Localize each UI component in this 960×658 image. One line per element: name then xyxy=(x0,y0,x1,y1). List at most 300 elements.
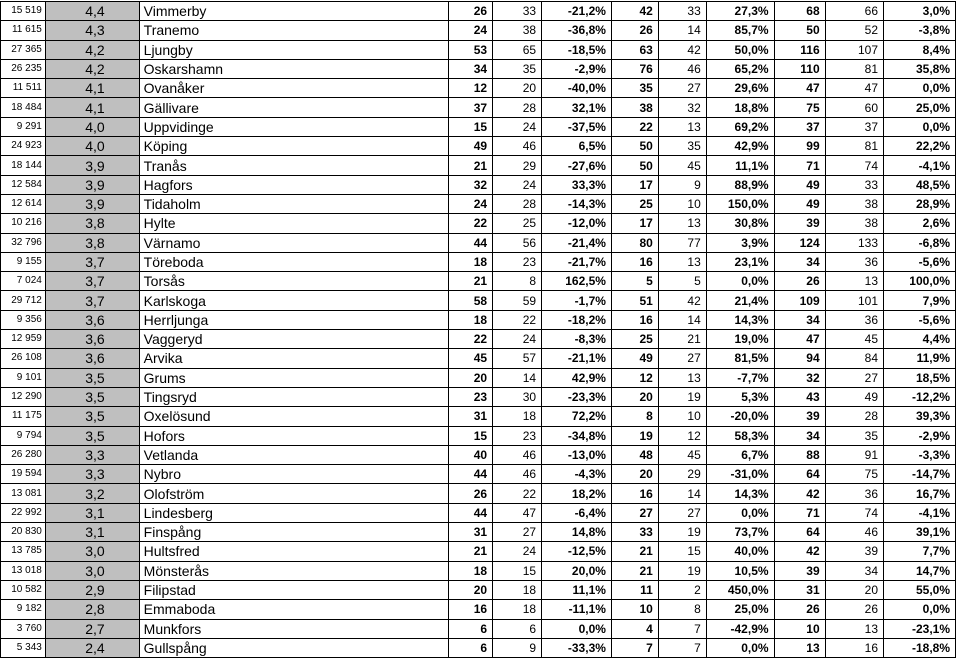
population-cell: 26 108 xyxy=(1,349,46,368)
score-cell: 4,3 xyxy=(45,21,139,40)
value-a-current-cell: 23 xyxy=(449,387,493,406)
table-row xyxy=(1,21,956,40)
value-a-current-cell: 6 xyxy=(449,619,493,638)
value-b-current-cell: 35 xyxy=(611,79,658,98)
value-b-change-cell: 81,5% xyxy=(706,349,774,368)
value-a-current-cell: 12 xyxy=(449,79,493,98)
value-b-current-cell: 16 xyxy=(611,252,658,271)
value-a-change-cell: -40,0% xyxy=(542,79,612,98)
value-a-current-cell: 21 xyxy=(449,542,493,561)
total-change-cell: 16,7% xyxy=(884,484,956,503)
value-b-previous-cell: 10 xyxy=(658,407,706,426)
value-a-previous-cell: 23 xyxy=(493,426,542,445)
value-a-change-cell: -1,7% xyxy=(542,291,612,310)
value-b-previous-cell: 19 xyxy=(658,561,706,580)
value-a-change-cell: -37,5% xyxy=(542,117,612,136)
table-row xyxy=(1,503,956,522)
municipality-name-cell: Hofors xyxy=(139,426,449,445)
value-a-change-cell: 6,5% xyxy=(542,137,612,156)
population-cell: 9 291 xyxy=(1,117,46,136)
value-b-current-cell: 20 xyxy=(611,387,658,406)
municipality-name-cell: Hagfors xyxy=(139,175,449,194)
total-previous-cell: 133 xyxy=(825,233,883,252)
value-a-current-cell: 32 xyxy=(449,175,493,194)
value-a-current-cell: 18 xyxy=(449,561,493,580)
population-cell: 12 290 xyxy=(1,387,46,406)
value-b-change-cell: 40,0% xyxy=(706,542,774,561)
total-current-cell: 116 xyxy=(774,40,825,59)
value-a-current-cell: 22 xyxy=(449,330,493,349)
value-b-change-cell: 14,3% xyxy=(706,310,774,329)
value-a-previous-cell: 35 xyxy=(493,59,542,78)
value-a-current-cell: 49 xyxy=(449,137,493,156)
score-cell: 4,2 xyxy=(45,59,139,78)
value-a-current-cell: 20 xyxy=(449,580,493,599)
total-change-cell: 22,2% xyxy=(884,137,956,156)
value-b-change-cell: 14,3% xyxy=(706,484,774,503)
total-previous-cell: 13 xyxy=(825,272,883,291)
municipality-name-cell: Köping xyxy=(139,137,449,156)
total-change-cell: 0,0% xyxy=(884,79,956,98)
value-a-current-cell: 24 xyxy=(449,194,493,213)
population-cell: 27 365 xyxy=(1,40,46,59)
value-a-change-cell: 72,2% xyxy=(542,407,612,426)
municipality-name-cell: Emmaboda xyxy=(139,600,449,619)
total-current-cell: 47 xyxy=(774,79,825,98)
value-a-change-cell: 11,1% xyxy=(542,580,612,599)
total-current-cell: 71 xyxy=(774,156,825,175)
total-previous-cell: 81 xyxy=(825,137,883,156)
total-change-cell: -3,3% xyxy=(884,445,956,464)
municipality-name-cell: Filipstad xyxy=(139,580,449,599)
value-b-change-cell: 3,9% xyxy=(706,233,774,252)
value-b-current-cell: 17 xyxy=(611,214,658,233)
value-a-previous-cell: 18 xyxy=(493,580,542,599)
value-b-change-cell: 5,3% xyxy=(706,387,774,406)
value-b-change-cell: -42,9% xyxy=(706,619,774,638)
value-a-current-cell: 58 xyxy=(449,291,493,310)
total-change-cell: -14,7% xyxy=(884,465,956,484)
value-b-current-cell: 5 xyxy=(611,272,658,291)
value-b-change-cell: 42,9% xyxy=(706,137,774,156)
value-a-change-cell: -12,0% xyxy=(542,214,612,233)
total-previous-cell: 66 xyxy=(825,2,883,21)
total-current-cell: 88 xyxy=(774,445,825,464)
value-b-current-cell: 50 xyxy=(611,156,658,175)
value-a-change-cell: -23,3% xyxy=(542,387,612,406)
value-a-change-cell: -8,3% xyxy=(542,330,612,349)
value-b-previous-cell: 14 xyxy=(658,484,706,503)
value-a-previous-cell: 46 xyxy=(493,137,542,156)
value-a-previous-cell: 38 xyxy=(493,21,542,40)
total-previous-cell: 20 xyxy=(825,580,883,599)
total-current-cell: 49 xyxy=(774,194,825,213)
table-row xyxy=(1,445,956,464)
value-b-current-cell: 42 xyxy=(611,2,658,21)
value-b-previous-cell: 12 xyxy=(658,426,706,445)
total-change-cell: 55,0% xyxy=(884,580,956,599)
value-b-change-cell: 10,5% xyxy=(706,561,774,580)
value-b-change-cell: -31,0% xyxy=(706,465,774,484)
municipality-name-cell: Olofström xyxy=(139,484,449,503)
total-change-cell: -5,6% xyxy=(884,252,956,271)
score-cell: 3,7 xyxy=(45,252,139,271)
value-a-current-cell: 44 xyxy=(449,503,493,522)
total-change-cell: 100,0% xyxy=(884,272,956,291)
value-b-change-cell: 11,1% xyxy=(706,156,774,175)
total-previous-cell: 52 xyxy=(825,21,883,40)
value-a-change-cell: -2,9% xyxy=(542,59,612,78)
total-previous-cell: 26 xyxy=(825,600,883,619)
value-b-current-cell: 25 xyxy=(611,194,658,213)
value-b-change-cell: 29,6% xyxy=(706,79,774,98)
total-current-cell: 94 xyxy=(774,349,825,368)
total-change-cell: 28,9% xyxy=(884,194,956,213)
municipality-name-cell: Tingsryd xyxy=(139,387,449,406)
total-previous-cell: 38 xyxy=(825,214,883,233)
value-a-previous-cell: 46 xyxy=(493,465,542,484)
value-a-previous-cell: 15 xyxy=(493,561,542,580)
value-b-previous-cell: 14 xyxy=(658,310,706,329)
value-b-current-cell: 21 xyxy=(611,542,658,561)
table-row xyxy=(1,484,956,503)
value-b-previous-cell: 29 xyxy=(658,465,706,484)
table-row xyxy=(1,523,956,542)
value-a-current-cell: 45 xyxy=(449,349,493,368)
total-change-cell: 8,4% xyxy=(884,40,956,59)
table-row xyxy=(1,272,956,291)
value-b-change-cell: 88,9% xyxy=(706,175,774,194)
value-b-change-cell: 0,0% xyxy=(706,638,774,657)
value-b-current-cell: 11 xyxy=(611,580,658,599)
table-row xyxy=(1,310,956,329)
table-body xyxy=(1,2,956,658)
score-cell: 3,0 xyxy=(45,561,139,580)
value-a-change-cell: 18,2% xyxy=(542,484,612,503)
score-cell: 3,7 xyxy=(45,291,139,310)
value-a-change-cell: -4,3% xyxy=(542,465,612,484)
total-current-cell: 49 xyxy=(774,175,825,194)
total-change-cell: 35,8% xyxy=(884,59,956,78)
total-previous-cell: 38 xyxy=(825,194,883,213)
value-a-current-cell: 40 xyxy=(449,445,493,464)
score-cell: 4,2 xyxy=(45,40,139,59)
value-a-current-cell: 26 xyxy=(449,484,493,503)
value-b-current-cell: 50 xyxy=(611,137,658,156)
municipality-name-cell: Gullspång xyxy=(139,638,449,657)
score-cell: 3,6 xyxy=(45,349,139,368)
table-row xyxy=(1,194,956,213)
total-previous-cell: 75 xyxy=(825,465,883,484)
total-previous-cell: 28 xyxy=(825,407,883,426)
total-change-cell: 7,9% xyxy=(884,291,956,310)
value-a-previous-cell: 27 xyxy=(493,523,542,542)
total-previous-cell: 35 xyxy=(825,426,883,445)
value-b-current-cell: 33 xyxy=(611,523,658,542)
value-a-previous-cell: 29 xyxy=(493,156,542,175)
table-row xyxy=(1,368,956,387)
population-cell: 5 343 xyxy=(1,638,46,657)
value-b-previous-cell: 13 xyxy=(658,252,706,271)
value-a-previous-cell: 24 xyxy=(493,175,542,194)
total-change-cell: -12,2% xyxy=(884,387,956,406)
value-b-current-cell: 25 xyxy=(611,330,658,349)
value-a-previous-cell: 28 xyxy=(493,98,542,117)
table-row xyxy=(1,387,956,406)
value-b-previous-cell: 13 xyxy=(658,117,706,136)
total-current-cell: 39 xyxy=(774,407,825,426)
value-a-current-cell: 31 xyxy=(449,407,493,426)
population-cell: 13 081 xyxy=(1,484,46,503)
total-previous-cell: 74 xyxy=(825,156,883,175)
municipality-name-cell: Gällivare xyxy=(139,98,449,117)
score-cell: 3,8 xyxy=(45,233,139,252)
total-previous-cell: 37 xyxy=(825,117,883,136)
value-a-previous-cell: 18 xyxy=(493,407,542,426)
total-change-cell: 25,0% xyxy=(884,98,956,117)
table-row xyxy=(1,638,956,657)
value-a-previous-cell: 6 xyxy=(493,619,542,638)
population-cell: 29 712 xyxy=(1,291,46,310)
population-cell: 12 584 xyxy=(1,175,46,194)
score-cell: 3,7 xyxy=(45,272,139,291)
value-a-change-cell: -18,2% xyxy=(542,310,612,329)
value-a-current-cell: 24 xyxy=(449,21,493,40)
value-b-change-cell: -20,0% xyxy=(706,407,774,426)
value-b-previous-cell: 45 xyxy=(658,445,706,464)
table-row xyxy=(1,291,956,310)
value-a-change-cell: -21,1% xyxy=(542,349,612,368)
value-b-change-cell: 150,0% xyxy=(706,194,774,213)
value-a-previous-cell: 47 xyxy=(493,503,542,522)
value-a-previous-cell: 14 xyxy=(493,368,542,387)
total-previous-cell: 60 xyxy=(825,98,883,117)
table-row xyxy=(1,156,956,175)
value-a-previous-cell: 65 xyxy=(493,40,542,59)
value-b-previous-cell: 27 xyxy=(658,349,706,368)
population-cell: 7 024 xyxy=(1,272,46,291)
total-current-cell: 75 xyxy=(774,98,825,117)
population-cell: 11 615 xyxy=(1,21,46,40)
total-current-cell: 124 xyxy=(774,233,825,252)
total-current-cell: 39 xyxy=(774,214,825,233)
value-b-previous-cell: 32 xyxy=(658,98,706,117)
total-previous-cell: 34 xyxy=(825,561,883,580)
total-current-cell: 39 xyxy=(774,561,825,580)
total-current-cell: 50 xyxy=(774,21,825,40)
total-current-cell: 47 xyxy=(774,330,825,349)
total-change-cell: 3,0% xyxy=(884,2,956,21)
value-b-previous-cell: 42 xyxy=(658,291,706,310)
total-previous-cell: 13 xyxy=(825,619,883,638)
total-change-cell: -18,8% xyxy=(884,638,956,657)
municipality-name-cell: Nybro xyxy=(139,465,449,484)
value-b-change-cell: 21,4% xyxy=(706,291,774,310)
value-b-change-cell: 50,0% xyxy=(706,40,774,59)
municipality-name-cell: Karlskoga xyxy=(139,291,449,310)
value-b-current-cell: 38 xyxy=(611,98,658,117)
total-previous-cell: 107 xyxy=(825,40,883,59)
municipality-name-cell: Uppvidinge xyxy=(139,117,449,136)
value-b-previous-cell: 2 xyxy=(658,580,706,599)
value-a-previous-cell: 20 xyxy=(493,79,542,98)
value-a-change-cell: -21,4% xyxy=(542,233,612,252)
total-change-cell: 0,0% xyxy=(884,117,956,136)
population-cell: 3 760 xyxy=(1,619,46,638)
value-b-previous-cell: 8 xyxy=(658,600,706,619)
score-cell: 4,4 xyxy=(45,2,139,21)
score-cell: 3,3 xyxy=(45,445,139,464)
value-a-change-cell: -36,8% xyxy=(542,21,612,40)
value-b-current-cell: 4 xyxy=(611,619,658,638)
value-b-current-cell: 16 xyxy=(611,484,658,503)
score-cell: 4,0 xyxy=(45,137,139,156)
total-current-cell: 34 xyxy=(774,310,825,329)
value-b-previous-cell: 14 xyxy=(658,21,706,40)
table-row xyxy=(1,252,956,271)
population-cell: 18 484 xyxy=(1,98,46,117)
municipality-name-cell: Lindesberg xyxy=(139,503,449,522)
total-change-cell: 48,5% xyxy=(884,175,956,194)
table-row xyxy=(1,98,956,117)
value-b-previous-cell: 10 xyxy=(658,194,706,213)
value-b-change-cell: 27,3% xyxy=(706,2,774,21)
value-a-previous-cell: 8 xyxy=(493,272,542,291)
value-b-change-cell: 65,2% xyxy=(706,59,774,78)
municipality-name-cell: Tranemo xyxy=(139,21,449,40)
population-cell: 11 511 xyxy=(1,79,46,98)
municipality-name-cell: Oskarshamn xyxy=(139,59,449,78)
total-previous-cell: 46 xyxy=(825,523,883,542)
value-a-current-cell: 20 xyxy=(449,368,493,387)
total-current-cell: 64 xyxy=(774,523,825,542)
value-a-previous-cell: 59 xyxy=(493,291,542,310)
score-cell: 3,8 xyxy=(45,214,139,233)
value-a-current-cell: 21 xyxy=(449,156,493,175)
value-b-previous-cell: 33 xyxy=(658,2,706,21)
municipality-name-cell: Munkfors xyxy=(139,619,449,638)
value-b-previous-cell: 35 xyxy=(658,137,706,156)
table-row xyxy=(1,542,956,561)
total-change-cell: -6,8% xyxy=(884,233,956,252)
value-a-change-cell: -33,3% xyxy=(542,638,612,657)
value-b-change-cell: 73,7% xyxy=(706,523,774,542)
score-cell: 3,5 xyxy=(45,407,139,426)
total-previous-cell: 33 xyxy=(825,175,883,194)
value-b-previous-cell: 27 xyxy=(658,79,706,98)
value-b-current-cell: 19 xyxy=(611,426,658,445)
value-b-change-cell: 23,1% xyxy=(706,252,774,271)
municipality-table xyxy=(0,1,956,658)
municipality-name-cell: Grums xyxy=(139,368,449,387)
value-b-previous-cell: 77 xyxy=(658,233,706,252)
value-b-previous-cell: 45 xyxy=(658,156,706,175)
total-current-cell: 42 xyxy=(774,542,825,561)
value-b-current-cell: 63 xyxy=(611,40,658,59)
table-row xyxy=(1,349,956,368)
total-current-cell: 99 xyxy=(774,137,825,156)
population-cell: 18 144 xyxy=(1,156,46,175)
total-change-cell: -5,6% xyxy=(884,310,956,329)
value-a-current-cell: 44 xyxy=(449,233,493,252)
population-cell: 13 785 xyxy=(1,542,46,561)
table-row xyxy=(1,2,956,21)
population-cell: 10 582 xyxy=(1,580,46,599)
table-row xyxy=(1,619,956,638)
value-b-change-cell: 18,8% xyxy=(706,98,774,117)
value-a-change-cell: -21,7% xyxy=(542,252,612,271)
value-a-current-cell: 15 xyxy=(449,426,493,445)
score-cell: 4,1 xyxy=(45,98,139,117)
total-change-cell: -4,1% xyxy=(884,503,956,522)
score-cell: 3,9 xyxy=(45,175,139,194)
municipality-name-cell: Mönsterås xyxy=(139,561,449,580)
table-row xyxy=(1,465,956,484)
value-a-current-cell: 31 xyxy=(449,523,493,542)
score-cell: 2,7 xyxy=(45,619,139,638)
total-previous-cell: 49 xyxy=(825,387,883,406)
value-a-previous-cell: 22 xyxy=(493,310,542,329)
score-cell: 3,2 xyxy=(45,484,139,503)
total-current-cell: 68 xyxy=(774,2,825,21)
population-cell: 9 356 xyxy=(1,310,46,329)
total-change-cell: 7,7% xyxy=(884,542,956,561)
table-row xyxy=(1,79,956,98)
table-row xyxy=(1,600,956,619)
total-previous-cell: 74 xyxy=(825,503,883,522)
municipality-name-cell: Oxelösund xyxy=(139,407,449,426)
value-a-current-cell: 21 xyxy=(449,272,493,291)
value-b-change-cell: 450,0% xyxy=(706,580,774,599)
total-previous-cell: 36 xyxy=(825,252,883,271)
value-a-previous-cell: 24 xyxy=(493,330,542,349)
total-current-cell: 34 xyxy=(774,252,825,271)
score-cell: 2,9 xyxy=(45,580,139,599)
value-a-previous-cell: 30 xyxy=(493,387,542,406)
value-b-change-cell: 85,7% xyxy=(706,21,774,40)
table-row xyxy=(1,580,956,599)
value-a-change-cell: 32,1% xyxy=(542,98,612,117)
value-a-previous-cell: 28 xyxy=(493,194,542,213)
value-b-previous-cell: 5 xyxy=(658,272,706,291)
value-b-change-cell: -7,7% xyxy=(706,368,774,387)
total-change-cell: 4,4% xyxy=(884,330,956,349)
score-cell: 3,1 xyxy=(45,503,139,522)
value-a-current-cell: 26 xyxy=(449,2,493,21)
value-b-previous-cell: 7 xyxy=(658,619,706,638)
municipality-name-cell: Arvika xyxy=(139,349,449,368)
municipality-name-cell: Vaggeryd xyxy=(139,330,449,349)
value-b-current-cell: 7 xyxy=(611,638,658,657)
value-b-current-cell: 51 xyxy=(611,291,658,310)
value-a-previous-cell: 46 xyxy=(493,445,542,464)
population-cell: 24 923 xyxy=(1,137,46,156)
table-row xyxy=(1,117,956,136)
total-previous-cell: 27 xyxy=(825,368,883,387)
value-b-change-cell: 58,3% xyxy=(706,426,774,445)
total-current-cell: 13 xyxy=(774,638,825,657)
score-cell: 3,0 xyxy=(45,542,139,561)
value-b-change-cell: 19,0% xyxy=(706,330,774,349)
value-b-previous-cell: 9 xyxy=(658,175,706,194)
municipality-name-cell: Värnamo xyxy=(139,233,449,252)
value-a-change-cell: -11,1% xyxy=(542,600,612,619)
total-change-cell: 39,1% xyxy=(884,523,956,542)
value-b-current-cell: 27 xyxy=(611,503,658,522)
total-change-cell: -4,1% xyxy=(884,156,956,175)
score-cell: 3,9 xyxy=(45,156,139,175)
total-previous-cell: 45 xyxy=(825,330,883,349)
